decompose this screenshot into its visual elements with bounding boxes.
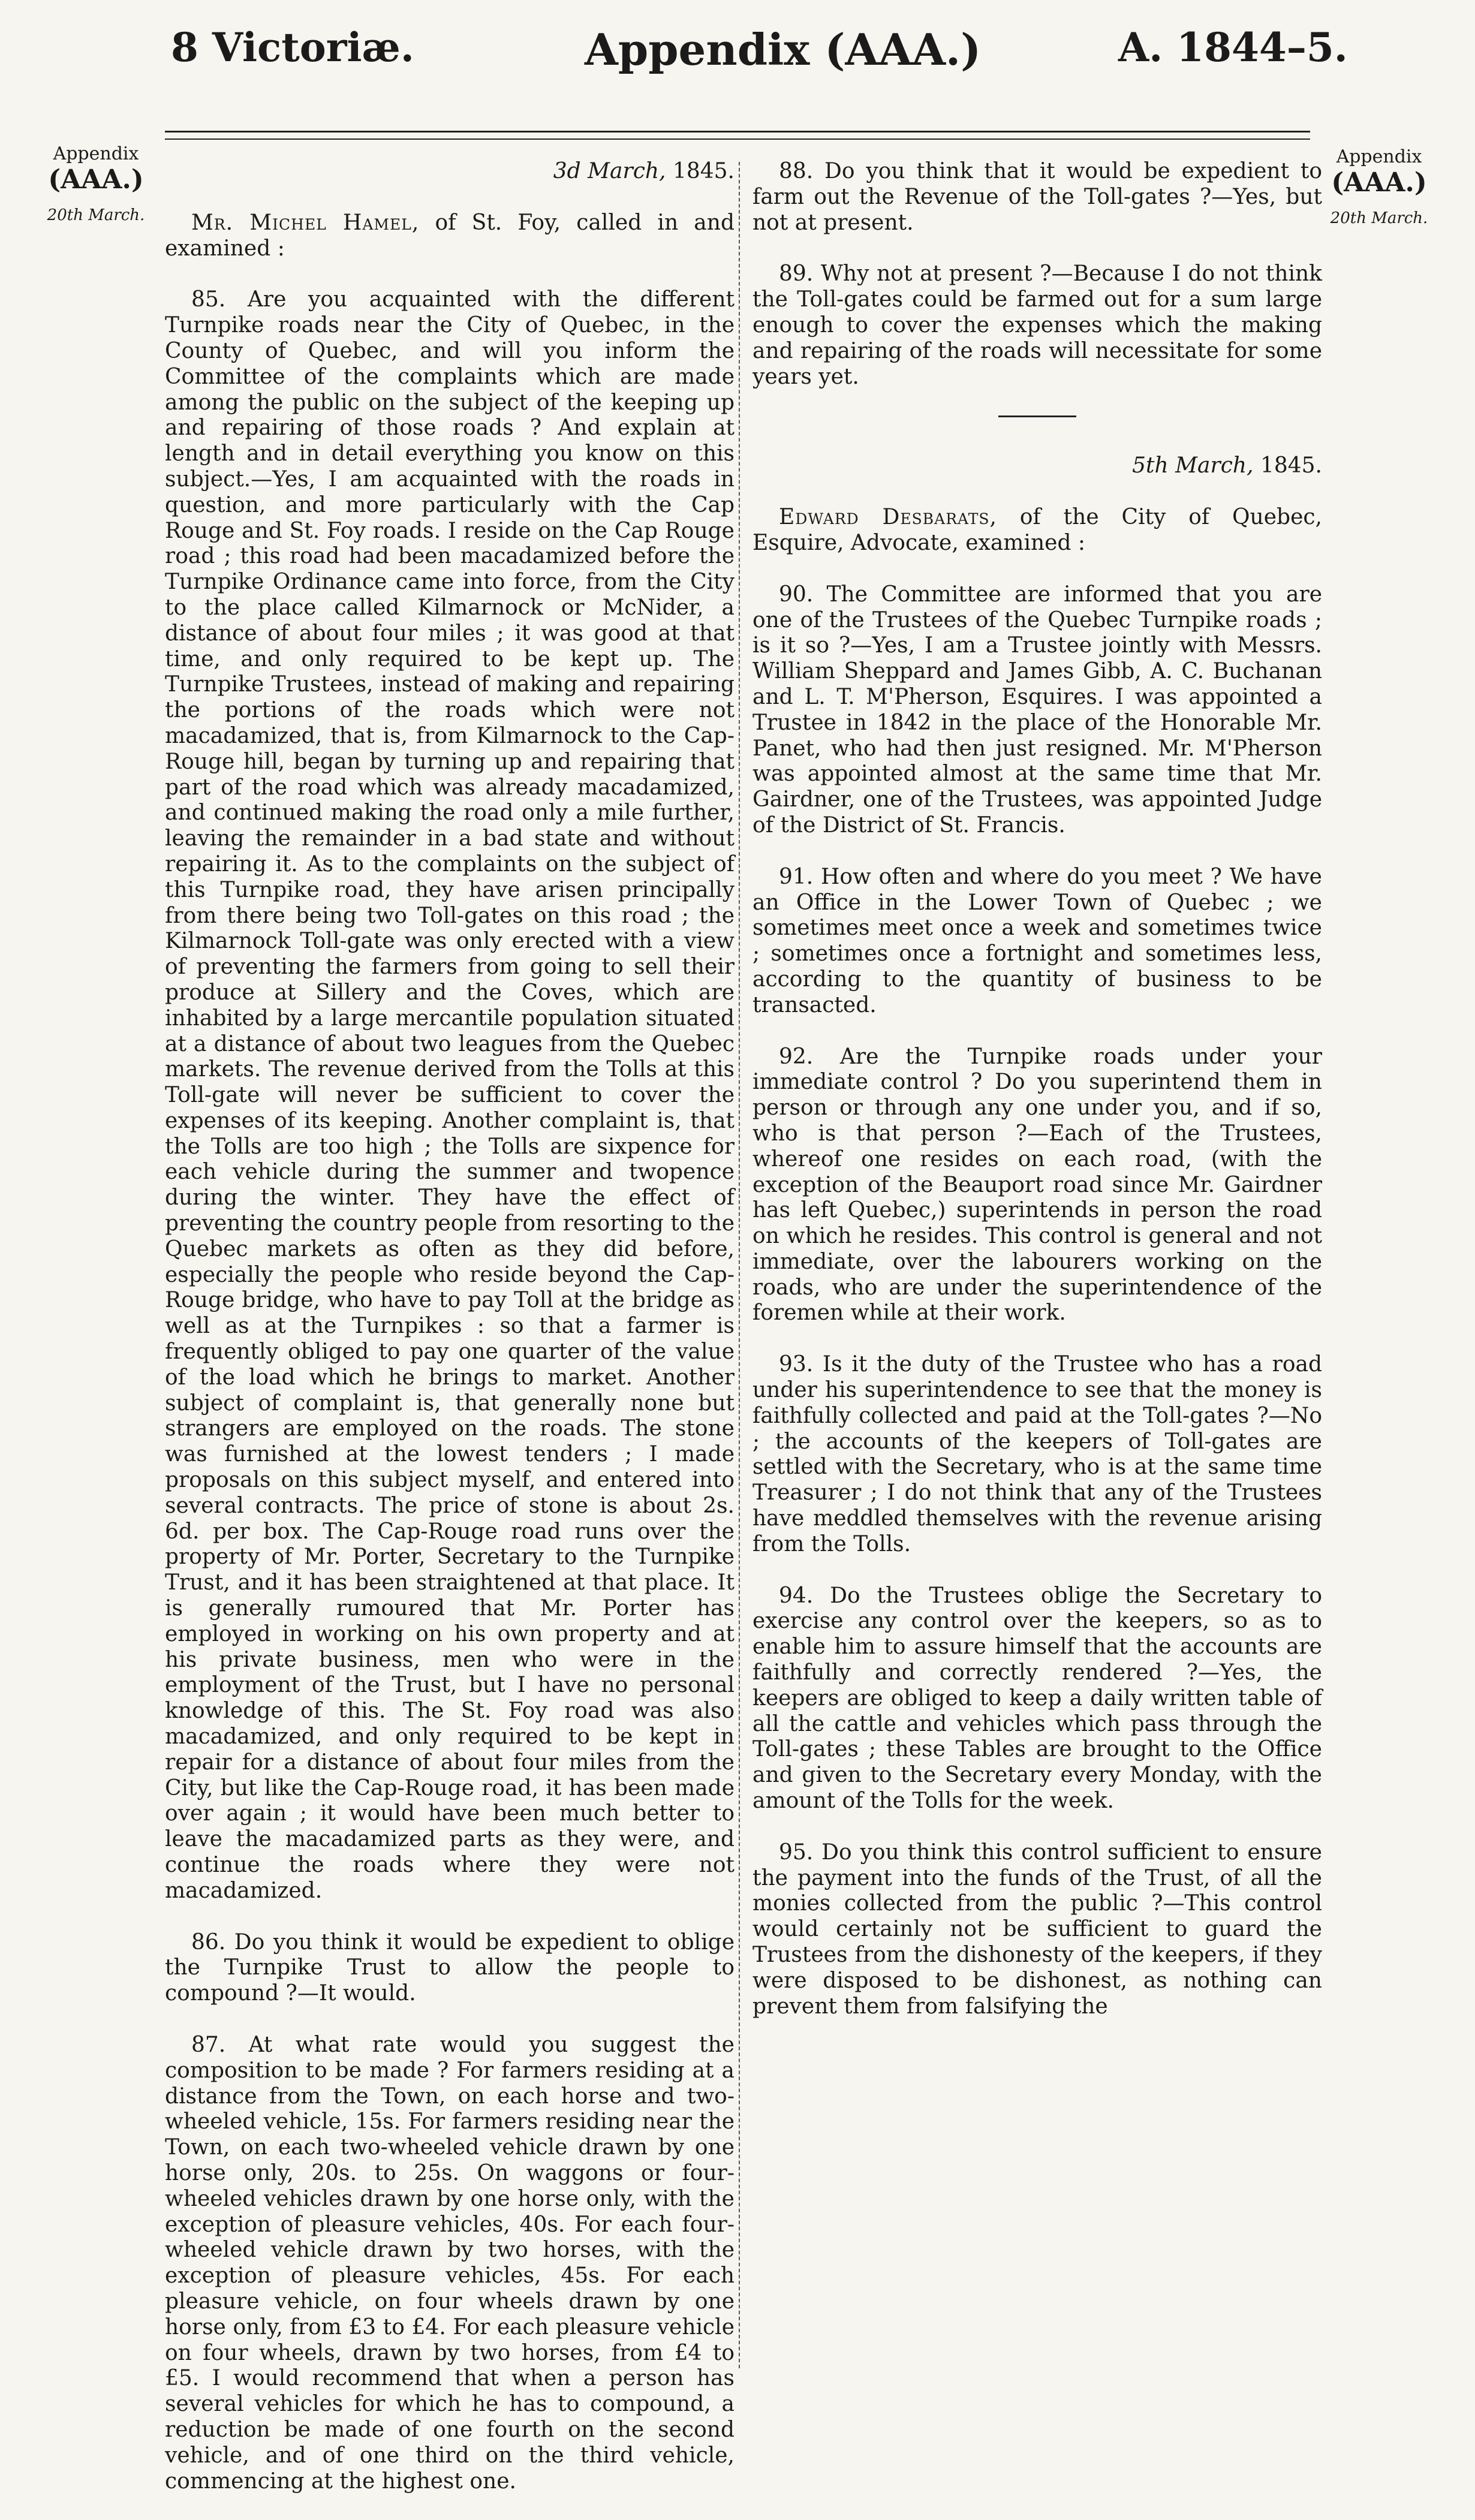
column-left (165, 159, 735, 2520)
column-right (752, 159, 1322, 2045)
question-86: 86. Do you think it would be expedient to oblige the Turnpike Trust to allow the people to compound ?—It would. (165, 1929, 735, 2006)
witness-name: Edward Desbarats, (779, 505, 997, 530)
section-separator (998, 416, 1076, 417)
section-date-year: 1845. (1260, 453, 1322, 478)
section-date-year: 1845. (672, 159, 735, 183)
running-head-title: Appendix (AAA.) (585, 24, 982, 75)
question-91: 91. How often and where do you meet ? We have an Office in the Lower Town of Quebec ; we sometimes meet once a week and sometimes twice ; sometimes once a fortnight and sometimes less, according to the quantity of business to be transacted. (752, 864, 1322, 1017)
section-date (752, 453, 1322, 479)
margin-label: Appendix (1336, 146, 1422, 167)
margin-appendix-code: (AAA.) (48, 164, 144, 195)
margin-label: Appendix (53, 143, 139, 164)
column-divider (739, 162, 742, 2368)
question-89: 89. Why not at present ?—Because I do not think the Toll-gates could be farmed out for a sum large enough to cover the expenses which the making and repairing of the roads will necessitate for some years yet. (752, 261, 1322, 389)
question-87: 87. At what rate would you suggest the composition to be made ? For farmers residing at a distance from the Town, on each horse and two-wheeled vehicle, 15s. For farmers residing near the Town, on each two-wheeled vehicle drawn by one horse only, 20s. to 25s. On waggons or four-wheeled vehicles drawn by one horse only, with the exception of pleasure vehicles, 40s. For each four-wheeled vehicle drawn by two horses, with the exception of pleasure vehicles, 45s. For each pleasure vehicle, on four wheels drawn by one horse only, from £3 to £4. For each pleasure vehicle on four wheels, drawn by two horses, from £4 to £5. I would recommend that when a person has several vehicles for which he has to compound, a reduction be made of one fourth on the second vehicle, and of one third on the third vehicle, commencing at the highest one. (165, 2032, 735, 2494)
question-93: 93. Is it the duty of the Trustee who has a road under his superintendence to see that the money is faithfully collected and paid at the Toll-gates ?—No ; the accounts of the keepers of Toll-gates are settled with the Secretary, who is at the same time Treasurer ; I do not think that any of the Trustees have meddled themselves with the revenue arising from the Tolls. (752, 1352, 1322, 1556)
margin-note-right (1319, 147, 1439, 228)
witness-description: of the City of Quebec, Esquire, Advocate, examined : (752, 505, 1322, 555)
witness-name: Mr. Michel Hamel, (191, 210, 420, 235)
question-90: 90. The Committee are informed that you are one of the Trustees of the Quebec Turnpike roads ; is it so ?—Yes, I am a Trustee jointly with Messrs. William Sheppard and James Gibb, A. C. Buchanan and L. T. M'Pherson, Esquires. I was appointed a Trustee in 1842 in the place of the Honorable Mr. Panet, who had then just resigned. Mr. M'Pherson was appointed almost at the same time that Mr. Gairdner, one of the Trustees, was appointed Judge of the District of St. Francis. (752, 582, 1322, 838)
question-95: 95. Do you think this control sufficient to ensure the payment into the funds of the Trust, of all the monies collected from the public ?—This control would certainly not be sufficient to guard the Trustees from the dishonesty of the keepers, if they were disposed to be dishonest, as nothing can prevent them from falsifying the (752, 1839, 1322, 2019)
section-date-text: 3d March, (553, 159, 666, 183)
witness-intro (752, 505, 1322, 556)
running-head-left: 8 Victoriæ. (171, 24, 414, 71)
section-date-text: 5th March, (1132, 453, 1254, 478)
margin-date: 20th March. (47, 206, 145, 225)
witness-intro (165, 210, 735, 262)
margin-date: 20th March. (1330, 209, 1428, 228)
question-94: 94. Do the Trustees oblige the Secretary to exercise any control over the keepers, so as to enable him to assure himself that the accounts are faithfully and correctly rendered ?—Yes, the keepers are obliged to keep a daily written table of all the cattle and vehicles which pass through the Toll-gates ; these Tables are brought to the Office and given to the Secretary every Monday, with the amount of the Tolls for the week. (752, 1583, 1322, 1814)
question-88: 88. Do you think that it would be expedient to farm out the Revenue of the Toll-gates ?—Yes, but not at present. (752, 159, 1322, 235)
margin-appendix-code: (AAA.) (1331, 167, 1427, 198)
running-head-right: A. 1844–5. (1118, 24, 1348, 71)
header-rule (165, 131, 1310, 140)
question-92: 92. Are the Turnpike roads under your immediate control ? Do you superintend them in person or through any one under you, and if so, who is that person ?—Each of the Trustees, whereof one resides on each road, (with the exception of the Beauport road since Mr. Gairdner has left Quebec,) superintends in person the road on which he resides. This control is general and not immediate, over the labourers working on the roads, who are under the superintendence of the foremen while at their work. (752, 1044, 1322, 1326)
witness-description: of St. Foy, called in and examined : (165, 210, 735, 261)
section-date (165, 159, 735, 185)
margin-note-left (36, 144, 156, 225)
question-85: 85. Are you acquainted with the different Turnpike roads near the City of Quebec, in the County of Quebec, and will you inform the Committee of the complaints which are made among the public on the subject of the keeping up and repairing of those roads ? And explain at length and in detail everything you know on this subject.—Yes, I am acquainted with the roads in question, and more particularly with the Cap Rouge and St. Foy roads. I reside on the Cap Rouge road ; this road had been macadamized before the Turnpike Ordinance came into force, from the City to the place called Kilmarnock or McNider, a distance of about four miles ; it was good at that time, and only required to be kept up. The Turnpike Trustees, instead of making and repairing the portions of the roads which were not macadamized, that is, from Kilmarnock to the Cap-Rouge hill, began by turning up and repairing that part of the road which was already macadamized, and continued making the road only a mile further, leaving the remainder in a bad state and without repairing it. As to the complaints on the subject of this Turnpike road, they have arisen principally from there being two Toll-gates on this road ; the Kilmarnock Toll-gate was only erected with a view of preventing the farmers from going to sell their produce at Sillery and the Coves, which are inhabited by a large mercantile population situated at a distance of about two leagues from the Quebec markets. The revenue derived from the Tolls at this Toll-gate will never be sufficient to cover the expenses of its keeping. Another complaint is, that the Tolls are too high ; the Tolls are sixpence for each vehicle during the summer and twopence during the winter. They have the effect of preventing the country people from resorting to the Quebec markets as often as they did before, especially the people who reside beyond the Cap-Rouge bridge, who have to pay Toll at the bridge as well as at the Turnpikes : so that a farmer is frequently obliged to pay one quarter of the value of the load which he brings to market. Another subject of complaint is, that generally none but strangers are employed on the roads. The stone was furnished at the lowest tenders ; I made proposals on this subject myself, and entered into several contracts. The price of stone is about 2s. 6d. per box. The Cap-Rouge road runs over the property of Mr. Porter, Secretary to the Turnpike Trust, and it has been straightened at that place. It is generally rumoured that Mr. Porter has employed in working on his own property and at his private business, men who were in the employment of the Trust, but I have no personal knowledge of this. The St. Foy road was also macadamized, and only required to be kept in repair for a distance of about four miles from the City, but like the Cap-Rouge road, it has been made over again ; it would have been much better to leave the macadamized parts as they were, and continue the roads where they were not macadamized. (165, 287, 735, 1903)
